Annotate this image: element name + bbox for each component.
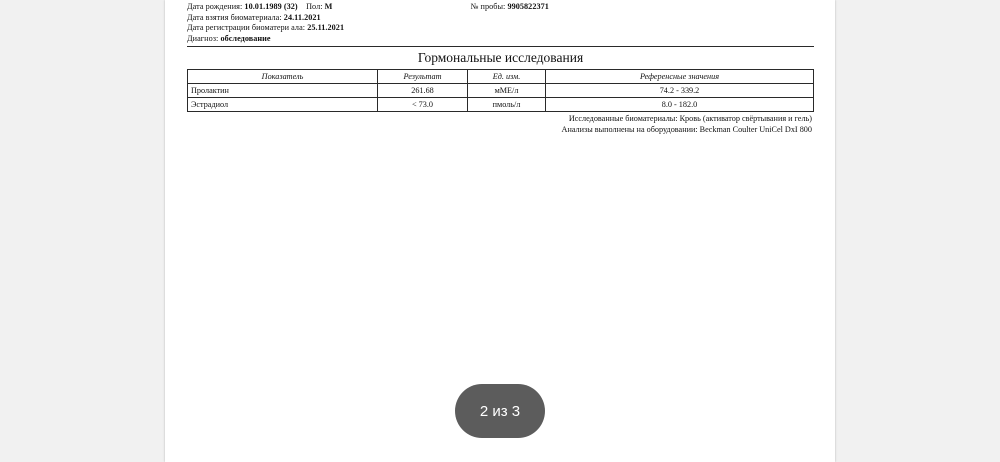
meta-row-collection-date — [187, 13, 814, 24]
footnotes-block — [187, 114, 814, 135]
footnote-biomaterials: Исследованные биоматериалы: Кровь (активатор свёртывания и гель) — [568, 114, 812, 124]
meta-label-collection-date: Дата взятия биоматериала: — [187, 12, 282, 22]
table-header-reference: Референсные значения — [546, 70, 814, 84]
meta-row-diagnosis — [187, 34, 814, 45]
cell-unit: пмоль/л — [468, 98, 546, 112]
page-indicator-label: 2 из 3 — [479, 402, 521, 420]
section-title: Гормональные исследования — [417, 50, 584, 66]
results-table — [187, 69, 814, 112]
table-header-result: Результат — [378, 70, 468, 84]
meta-label-sex: Пол: — [306, 2, 323, 11]
meta-label-sample: № пробы: — [470, 2, 506, 11]
footnote-equipment: Анализы выполнены на оборудовании: Beckman Coulter UniCel DxI 800 — [561, 124, 812, 134]
cell-reference: 74.2 - 339.2 — [546, 84, 814, 98]
cell-reference: 8.0 - 182.0 — [546, 98, 814, 112]
page-content — [187, 0, 814, 135]
meta-value-sample: 9905822371 — [507, 2, 549, 11]
meta-row-registration-date — [187, 23, 814, 34]
meta-sample-number — [471, 2, 549, 13]
meta-label-diagnosis: Диагноз: — [187, 33, 219, 43]
meta-value-diagnosis: обследование — [220, 33, 271, 43]
cell-result: < 73.0 — [378, 98, 468, 112]
meta-value-registration-date: 25.11.2021 — [307, 23, 345, 33]
patient-meta-block — [187, 0, 814, 44]
section-divider — [187, 46, 814, 47]
meta-label-registration-date: Дата регистрации биоматери ала: — [187, 23, 306, 33]
cell-unit: мМЕ/л — [468, 84, 546, 98]
meta-value-sex: М — [324, 2, 333, 11]
cell-indicator: Эстрадиол — [188, 98, 378, 112]
table-row — [188, 84, 814, 98]
page-indicator-badge — [455, 384, 545, 438]
cell-indicator: Пролактин — [188, 84, 378, 98]
meta-value-collection-date: 24.11.2021 — [283, 12, 321, 22]
meta-value-birthdate: 10.01.1989 (32) — [244, 2, 298, 11]
meta-label-birthdate: Дата рождения: — [187, 2, 243, 11]
cell-result: 261.68 — [378, 84, 468, 98]
table-row — [188, 98, 814, 112]
table-header-unit: Ед. изм. — [468, 70, 546, 84]
table-header-row — [188, 70, 814, 84]
table-header-indicator: Показатель — [188, 70, 378, 84]
meta-row-birthdate — [187, 0, 814, 13]
